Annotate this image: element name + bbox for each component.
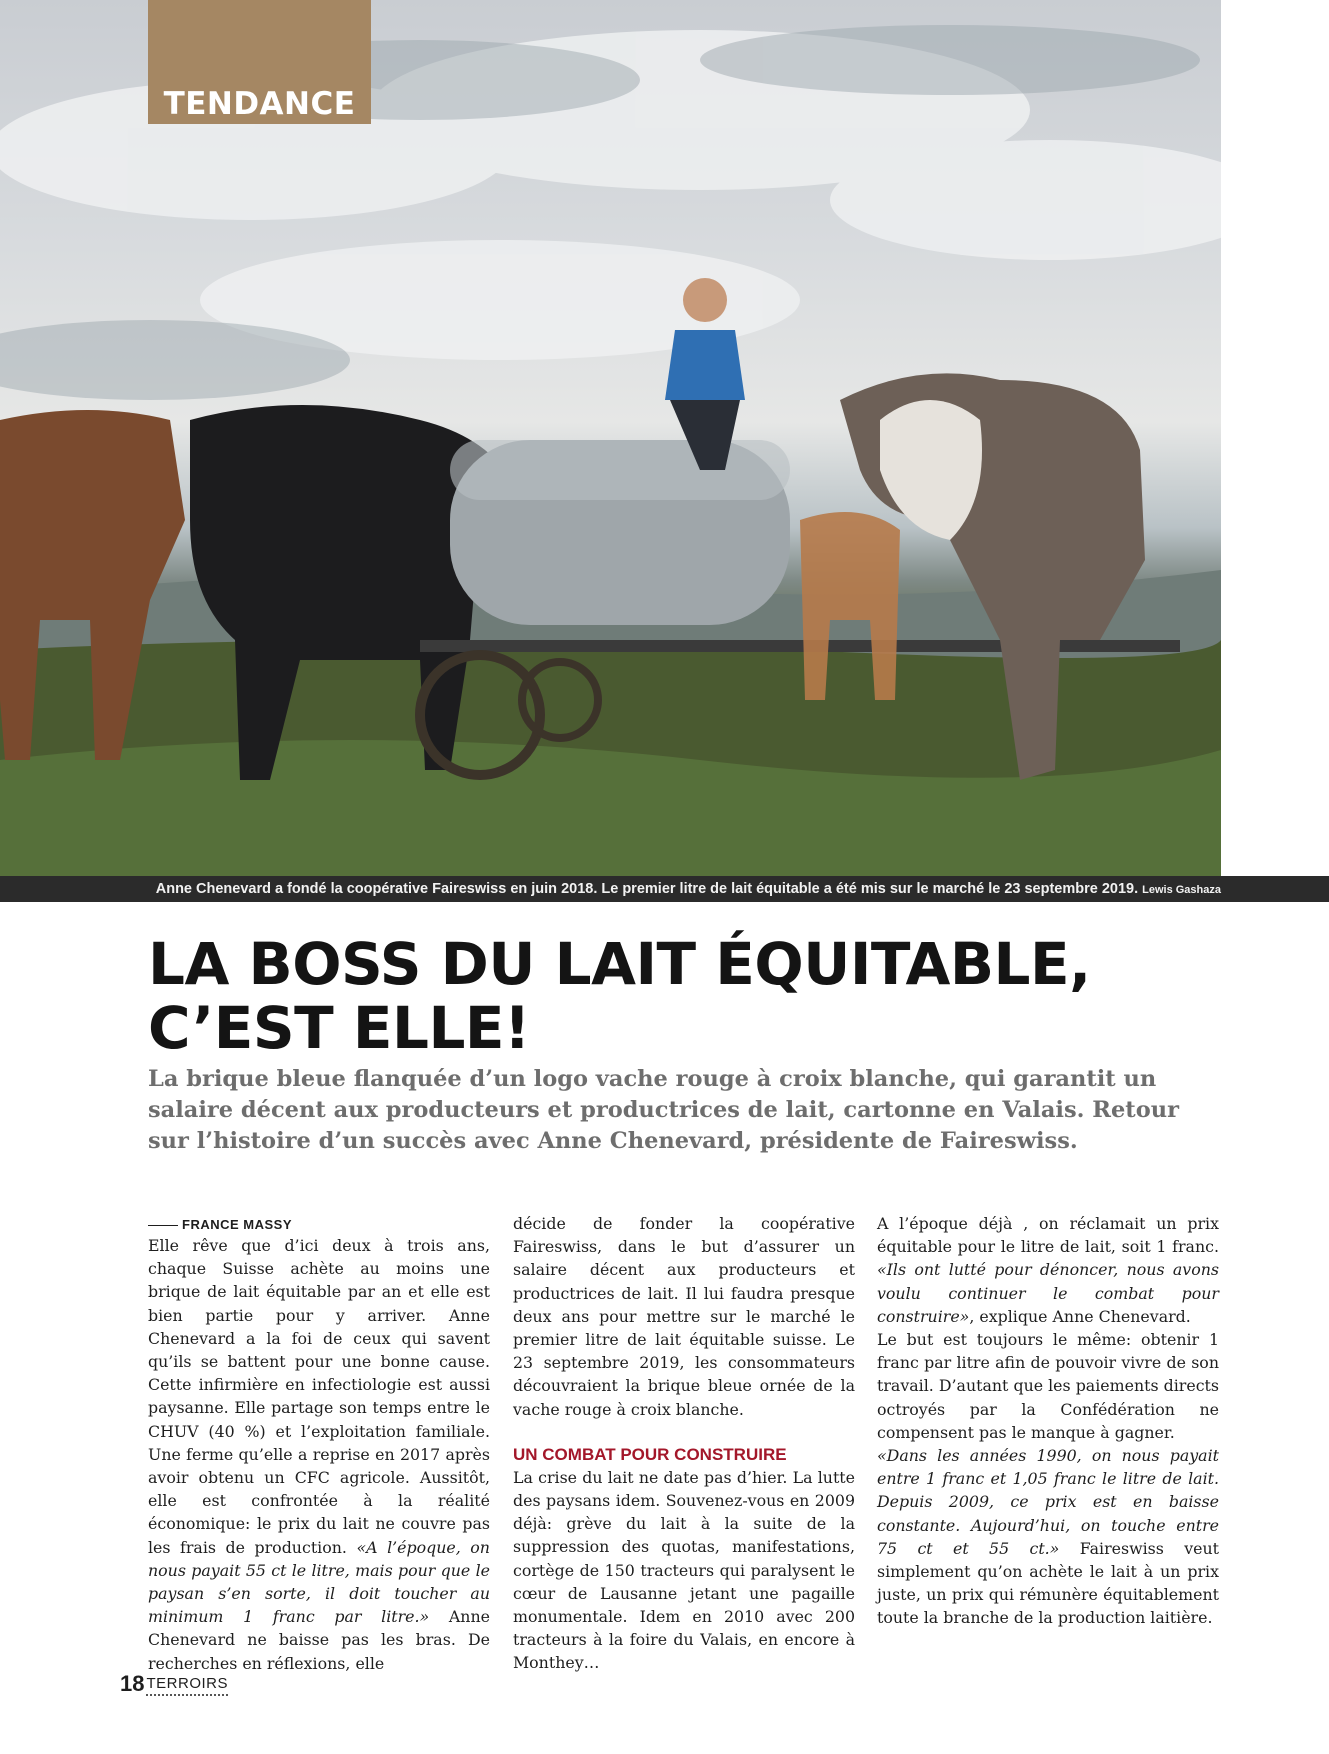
article-column-2 (513, 1212, 855, 1675)
article-column-1 (148, 1216, 490, 1675)
column-3-text-final: Faireswiss veut simplement qu’on achète le lait à un prix juste, un prix qui rémunère équitablement toute la branche de la production laitière. (877, 1538, 1220, 1628)
column-2-paragraph-1: décide de fonder la coopérative Faireswiss, dans le but d’assurer un salaire décent aux producteurs et productrices de lait. Il lui faudra presque deux ans pour mettre sur le marché le premier litre de lait équitable suisse. Le 23 septembre 2019, les consommateurs découvraient la brique bleue ornée de la vache rouge à croix blanche. (513, 1214, 855, 1419)
headline (148, 932, 1208, 1060)
photo-caption: Anne Chenevard a fondé la coopérative Faireswiss en juin 2018. Le premier litre de lait équitable a été mis sur le marché le 23 septembre 2019. (155, 881, 1139, 897)
column-3-text-end: , explique Anne Chenevard. (969, 1306, 1191, 1326)
page-number: 18 (120, 1671, 145, 1696)
column-1-text: Elle rêve que d’ici deux à trois ans, chaque Suisse achète au moins une brique de lait équitable par an et elle est bien partie pour y arriver. Anne Chenevard a la foi de ceux qui savent qu’ils se battent pour une bonne cause. Cette infirmière en infectiologie est aussi paysanne. Elle partage son temps entre le CHUV (40 %) et l’exploitation familiale. Une ferme qu’elle a reprise en 2017 après avoir obtenu un CFC agricole. Aussitôt, elle est confrontée à la réalité économique: le prix du lait ne couvre pas les frais de production. (148, 1236, 490, 1557)
column-3-paragraph-1 (877, 1212, 1219, 1328)
section-tag (148, 0, 371, 124)
column-3-text: A l’époque déjà , on réclamait un prix équitable pour le litre de lait, soit 1 franc. (877, 1214, 1219, 1257)
section-tag-label: TENDANCE (163, 86, 356, 122)
column-3-paragraph-3 (877, 1444, 1219, 1630)
hero-photo-illustration (0, 0, 1221, 880)
column-2-paragraph-2: La crise du lait ne date pas d’hier. La lutte des paysans idem. Souvenez-vous en 2009 déjà: grève du lait à la suite de la suppression des quotas, manifestations, cortège de 150 tracteurs qui paralysent le cœur de Lausanne jetant une pagaille monumentale. Idem en 2010 avec 200 tracteurs à la foire du Valais, en encore à Monthey… (513, 1467, 855, 1673)
byline (148, 1216, 490, 1234)
column-1-paragraph (148, 1234, 490, 1675)
headline-line-1: LA BOSS DU LAIT ÉQUITABLE, (148, 930, 1091, 998)
article-column-3 (877, 1212, 1219, 1630)
photo-caption-bar (0, 876, 1329, 902)
page-folio (120, 1668, 228, 1696)
photo-credit: Lewis Gashaza (1142, 884, 1221, 896)
hero-photo (0, 0, 1221, 880)
column-3-quote-1: «Ils ont lutté pour dénoncer, nous avons voulu continuer le combat pour construire» (877, 1260, 1219, 1326)
byline-author: FRANCE MASSY (182, 1217, 293, 1232)
byline-rule (148, 1225, 178, 1226)
column-1-text-end: Anne Chenevard ne baisse pas les bras. De recherches en réflexions, elle (148, 1607, 490, 1673)
headline-line-2: C’EST ELLE! (148, 994, 530, 1062)
column-1-quote: «A l’époque, on nous payait 55 ct le litre, mais pour que le paysan s’en sorte, il doit toucher au minimum 1 franc par litre.» (148, 1537, 490, 1627)
subheading: UN COMBAT POUR CONSTRUIRE (513, 1444, 787, 1464)
column-3-paragraph-2: Le but est toujours le même: obtenir 1 franc par litre afin de pouvoir vivre de son travail. D’autant que les paiements directs octroyés par la Confédération ne compensent pas le manque à gagner. (877, 1330, 1219, 1442)
lead-paragraph: La brique bleue flanquée d’un logo vache rouge à croix blanche, qui garantit un salaire décent aux producteurs et productrices de lait, cartonne en Valais. Retour sur l’histoire d’un succès avec Anne Chenevard, présidente de Faireswiss. (148, 1066, 1179, 1154)
magazine-name: TERROIRS (146, 1675, 228, 1696)
column-3-quote-2: «Dans les années 1990, on nous payait entre 1 franc et 1,05 franc le litre de lait. Depuis 2009, ce prix est en baisse constante. Aujourd’hui, on touche entre 75 ct et 55 ct.» (877, 1446, 1219, 1558)
